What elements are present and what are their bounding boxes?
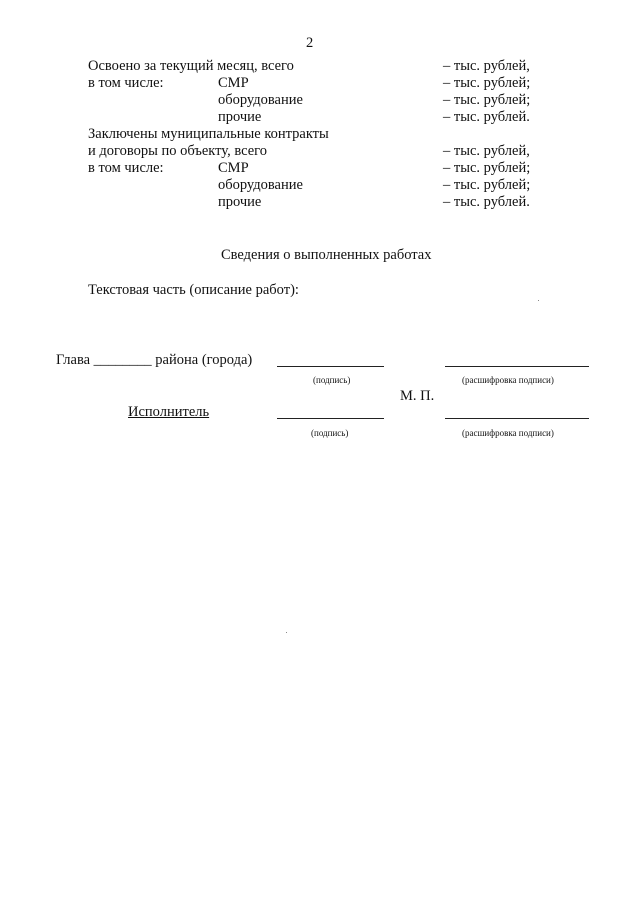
row-unit: – тыс. рублей. (443, 194, 530, 210)
scan-speck (286, 632, 287, 633)
total-mastered-unit: – тыс. рублей, (443, 58, 530, 74)
executor-label: Исполнитель (128, 404, 210, 420)
text-part-label: Текстовая часть (описание работ): (88, 282, 299, 298)
page-number: 2 (306, 35, 314, 51)
row-label: СМР (218, 160, 249, 176)
row-label: прочие (218, 109, 262, 125)
head-signature-line (277, 366, 384, 367)
contracts-label-line2: и договоры по объекту, всего (88, 143, 267, 159)
signature-caption: (подпись) (313, 375, 351, 385)
decoding-caption: (расшифровка подписи) (462, 428, 554, 438)
head-decoding-line (445, 366, 589, 367)
row-unit: – тыс. рублей; (443, 177, 531, 193)
decoding-caption: (расшифровка подписи) (462, 375, 554, 385)
row-unit: – тыс. рублей; (443, 92, 531, 108)
row-label: СМР (218, 75, 249, 91)
section-title: Сведения о выполненных работах (221, 247, 432, 263)
executor-decoding-line (445, 418, 589, 419)
stamp-label: М. П. (400, 388, 435, 404)
including-label: в том числе: (88, 75, 164, 91)
row-unit: – тыс. рублей; (443, 160, 531, 176)
row-unit: – тыс. рублей. (443, 109, 530, 125)
row-label: прочие (218, 194, 262, 210)
signature-caption: (подпись) (311, 428, 349, 438)
row-label: оборудование (218, 177, 303, 193)
executor-signature-line (277, 418, 384, 419)
row-label: оборудование (218, 92, 303, 108)
scan-speck (538, 300, 539, 301)
contracts-total-unit: – тыс. рублей, (443, 143, 530, 159)
contracts-label-line1: Заключены муниципальные контракты (88, 126, 329, 142)
row-unit: – тыс. рублей; (443, 75, 531, 91)
including-label: в том числе: (88, 160, 164, 176)
total-mastered-label: Освоено за текущий месяц, всего (88, 58, 294, 74)
head-label: Глава ________ района (города) (56, 352, 253, 368)
